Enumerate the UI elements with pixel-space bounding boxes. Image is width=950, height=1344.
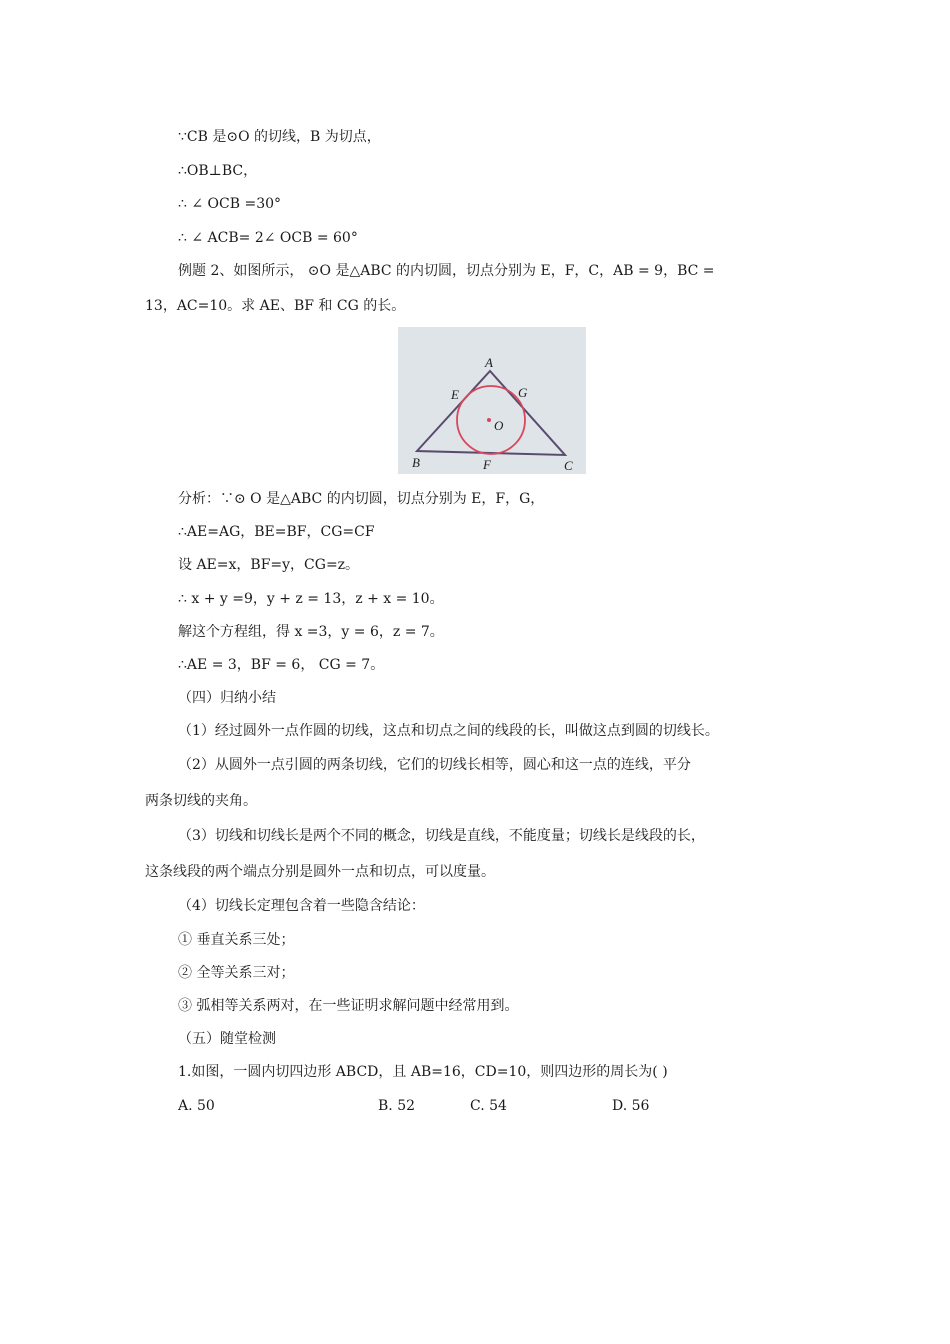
label-o: O <box>494 418 504 433</box>
label-c: C <box>564 458 573 473</box>
summary-p3-line-2: 这条线段的两个端点分别是圆外一点和切点，可以度量。 <box>145 864 495 880</box>
analysis-line-2: ∴AE=AG，BE=BF，CG=CF <box>178 524 375 540</box>
proof-line-4: ∴ ∠ ACB= 2∠ OCB = 60° <box>178 230 358 246</box>
summary-p2-line-2: 两条切线的夹角。 <box>145 793 257 809</box>
center-point <box>487 418 491 422</box>
option-a: A. 50 <box>178 1098 215 1114</box>
example2-line-1: 例题 2、如图所示， ⊙O 是△ABC 的内切圆，切点分别为 E，F，C，AB = 9，BC = <box>178 263 715 279</box>
label-g: G <box>518 385 528 400</box>
test-heading: （五）随堂检测 <box>178 1031 276 1047</box>
summary-heading: （四）归纳小结 <box>178 690 276 706</box>
analysis-line-3: 设 AE=x，BF=y，CG=z。 <box>178 557 360 573</box>
option-d: D. 56 <box>612 1098 650 1114</box>
option-c: C. 54 <box>470 1098 507 1114</box>
summary-p4: （4）切线长定理包含着一些隐含结论： <box>178 898 425 914</box>
incircle-figure <box>398 327 586 474</box>
summary-p3-line-1: （3）切线和切线长是两个不同的概念，切线是直线，不能度量；切线长是线段的长， <box>178 828 705 844</box>
summary-p2-line-1: （2）从圆外一点引圆的两条切线，它们的切线长相等，圆心和这一点的连线，平分 <box>178 757 691 773</box>
summary-item-1: ① 垂直关系三处； <box>178 932 295 948</box>
option-b: B. 52 <box>378 1098 416 1114</box>
summary-item-3: ③ 弧相等关系两对，在一些证明求解问题中经常用到。 <box>178 998 519 1014</box>
label-a: A <box>485 355 493 370</box>
triangle-abc <box>417 371 565 455</box>
proof-line-3: ∴ ∠ OCB =30° <box>178 196 282 212</box>
label-f: F <box>483 457 491 472</box>
analysis-line-1: 分析：∵⊙ O 是△ABC 的内切圆，切点分别为 E，F，G， <box>178 491 545 507</box>
label-b: B <box>412 455 420 470</box>
summary-item-2: ② 全等关系三对； <box>178 965 295 981</box>
proof-line-1: ∵CB 是⊙O 的切线，B 为切点， <box>178 129 381 145</box>
analysis-line-6: ∴AE = 3，BF = 6， CG = 7。 <box>178 657 385 673</box>
incircle-diagram <box>398 327 586 474</box>
question-1: 1.如图，一圆内切四边形 ABCD，且 AB=16，CD=10，则四边形的周长为( ) <box>178 1064 668 1080</box>
label-e: E <box>451 387 459 402</box>
example2-line-2: 13，AC=10。求 AE、BF 和 CG 的长。 <box>145 298 406 314</box>
analysis-line-5: 解这个方程组，得 x =3，y = 6，z = 7。 <box>178 624 444 640</box>
proof-line-2: ∴OB⊥BC， <box>178 163 258 179</box>
analysis-line-4: ∴ x + y =9，y + z = 13，z + x = 10。 <box>178 591 444 607</box>
summary-p1: （1）经过圆外一点作圆的切线，这点和切点之间的线段的长，叫做这点到圆的切线长。 <box>178 723 719 739</box>
